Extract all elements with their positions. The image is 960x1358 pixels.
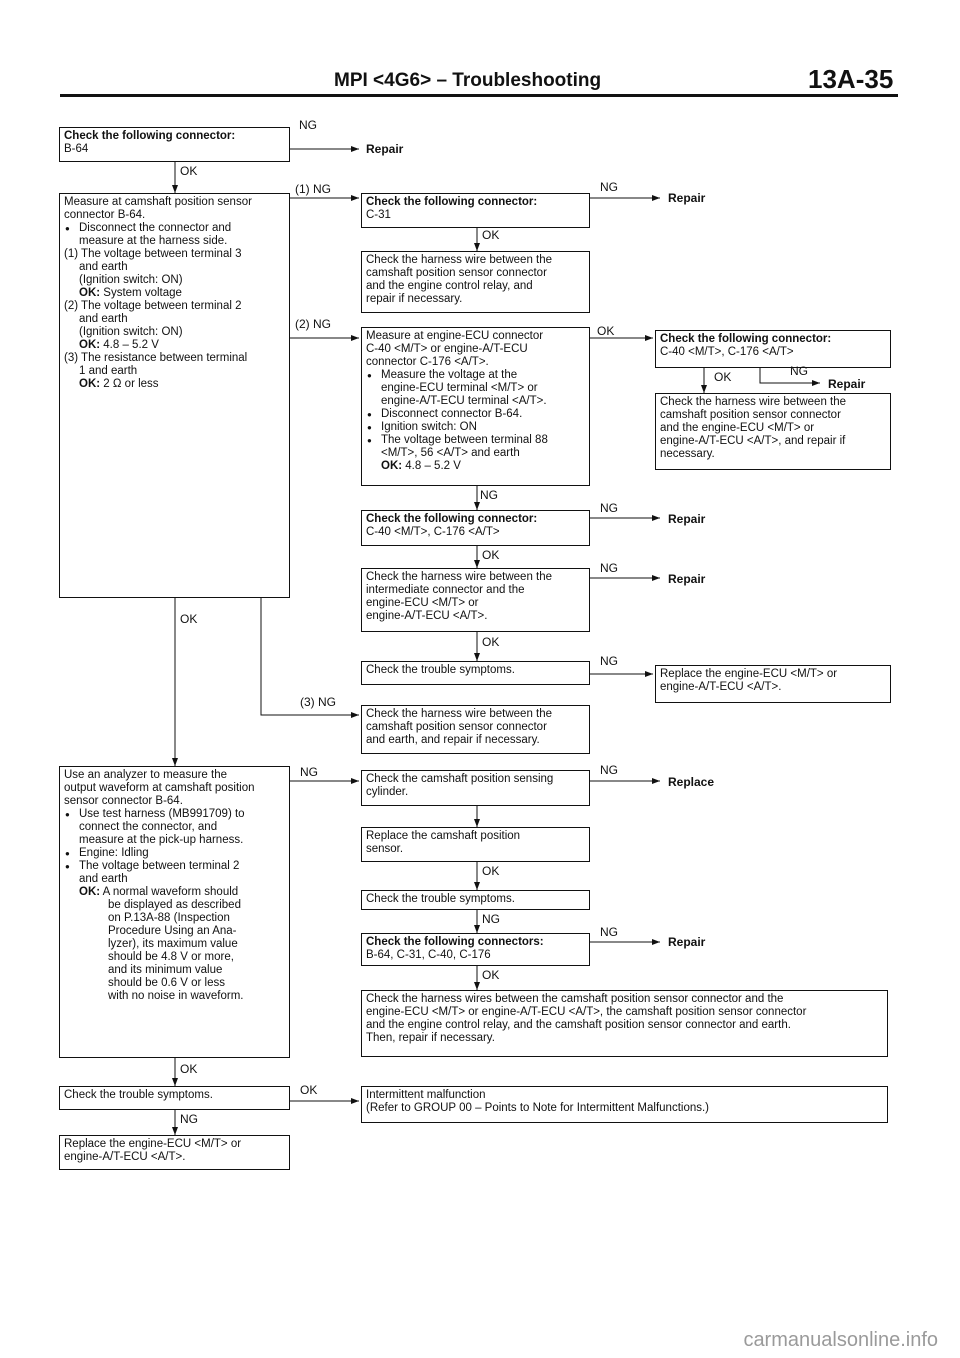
measure-sensor-connector-box — [59, 193, 290, 598]
replace-ecu-right-box — [655, 665, 891, 703]
bullet-text: ● Disconnect connector B-64. — [366, 408, 585, 421]
box-text: (1) The voltage between terminal 3 — [64, 248, 242, 260]
harness-ecu-right-box — [655, 393, 891, 470]
ok-value: 4.8 – 5.2 V — [100, 339, 159, 351]
box-text: Replace the camshaft position — [366, 830, 521, 842]
branch-label-ok: OK — [300, 1083, 318, 1097]
branch-label-ng: NG — [600, 180, 618, 194]
box-text: Then, repair if necessary. — [366, 1032, 495, 1044]
branch-label-ok: OK — [180, 164, 198, 178]
action-repair: Repair — [668, 572, 706, 586]
box-text: engine-A/T-ECU <A/T>. — [64, 1151, 186, 1163]
box-text: and earth — [79, 873, 128, 885]
box-text: should be 4.8 V or more, — [108, 951, 234, 963]
box-text: Procedure Using an Ana- — [108, 925, 237, 937]
check-connector-c40-mid-box — [361, 510, 590, 546]
box-text: Intermittent malfunction — [366, 1089, 486, 1101]
action-repair: Repair — [668, 512, 706, 526]
bullet-text: ● The voltage between terminal 2 — [64, 860, 285, 873]
box-text: Replace the engine-ECU <M/T> or — [660, 668, 838, 680]
check-connector-b64-box — [59, 127, 290, 162]
box-text: B-64 — [64, 143, 89, 155]
box-text: engine-ECU <M/T> or — [366, 597, 479, 609]
box-text: and its minimum value — [108, 964, 223, 976]
box-text: lyzer), its maximum value — [108, 938, 238, 950]
action-repair: Repair — [828, 377, 866, 391]
box-text: necessary. — [660, 448, 715, 460]
box-text: engine-A/T-ECU <A/T>. — [660, 681, 782, 693]
box-text: Check the trouble symptoms. — [64, 1089, 213, 1101]
replace-sensor-box — [361, 827, 590, 862]
box-text: output waveform at camshaft position — [64, 782, 255, 794]
check-connectors-all-box — [361, 933, 590, 966]
box-text: and earth — [79, 261, 128, 273]
branch-label-ng: NG — [180, 1112, 198, 1126]
box-text: and the engine control relay, and the camshaft position sensor connector and earth. — [366, 1019, 791, 1031]
box-text: camshaft position sensor connector — [366, 721, 547, 733]
box-text: camshaft position sensor connector — [366, 267, 547, 279]
box-text: camshaft position sensor connector — [660, 409, 841, 421]
branch-label-ng1: (1) NG — [295, 182, 331, 196]
bullet-text: ● Measure the voltage at the — [366, 369, 585, 382]
ok-criterion — [64, 339, 285, 352]
ok-key: OK: — [79, 339, 101, 351]
branch-label-ok: OK — [482, 635, 500, 649]
branch-label-ok: OK — [482, 228, 500, 242]
page-number: 13A-35 — [808, 64, 894, 94]
ok-value: A normal waveform should — [100, 886, 239, 898]
ok-value: 4.8 – 5.2 V — [402, 460, 461, 472]
box-text: measure at the harness side. — [79, 235, 228, 247]
box-text: repair if necessary. — [366, 293, 463, 305]
box-text: connector C-176 <A/T>. — [366, 356, 489, 368]
box-text: Check the harness wires between the camshaft position sensor connector and the — [366, 993, 784, 1005]
branch-label-ok: OK — [482, 548, 500, 562]
replace-ecu-left-box — [59, 1135, 290, 1170]
box-text: on P.13A-88 (Inspection — [108, 912, 230, 924]
watermark: carmanualsonline.info — [743, 1329, 938, 1351]
branch-label-ng: NG — [482, 912, 500, 926]
branch-label-ok: OK — [482, 864, 500, 878]
ok-key: OK: — [381, 460, 403, 472]
measure-ecu-connector-box — [361, 327, 590, 486]
box-text: and earth, and repair if necessary. — [366, 734, 540, 746]
box-text: Check the harness wire between the — [366, 571, 553, 583]
box-text: Check the harness wire between the — [660, 396, 847, 408]
harness-relay-box — [361, 251, 590, 313]
bullet-text: ● The voltage between terminal 88 — [366, 434, 585, 447]
box-text: sensor. — [366, 843, 404, 855]
bullet-text: ● Engine: Idling — [64, 847, 285, 860]
box-text: Measure at engine-ECU connector — [366, 330, 544, 342]
intermittent-malfunction-box — [361, 1086, 888, 1123]
harness-intermediate-box — [361, 568, 590, 632]
branch-label-ng: NG — [600, 501, 618, 515]
branch-label-ok: OK — [180, 1062, 198, 1076]
ok-criterion — [64, 378, 285, 391]
box-text: <M/T>, 56 <A/T> and earth — [381, 447, 520, 459]
box-text: Check the harness wire between the — [366, 254, 553, 266]
ok-criterion — [64, 886, 285, 899]
analyzer-waveform-box — [59, 766, 290, 1058]
box-text: Check the harness wire between the — [366, 708, 553, 720]
ok-criterion — [64, 287, 285, 300]
box-text: Check the following connector: — [660, 333, 832, 345]
box-text: connect the connector, and — [79, 821, 218, 833]
branch-label-ng: NG — [299, 118, 317, 132]
box-text: Check the following connector: — [366, 513, 538, 525]
ok-key: OK: — [79, 287, 101, 299]
branch-label-ng: NG — [600, 925, 618, 939]
box-text: be displayed as described — [108, 899, 241, 911]
action-replace: Replace — [668, 775, 715, 789]
branch-label-ng: NG — [600, 654, 618, 668]
branch-label-ng: NG — [600, 561, 618, 575]
box-text: C-40 <M/T> or engine-A/T-ECU — [366, 343, 528, 355]
check-trouble-symptoms-box — [361, 890, 590, 910]
box-text: (3) The resistance between terminal — [64, 352, 248, 364]
harness-all-box — [361, 990, 888, 1057]
box-text: engine-ECU <M/T> or engine-A/T-ECU <A/T>, the camshaft position sensor connector — [366, 1006, 807, 1018]
box-text: Measure at camshaft position sensor — [64, 196, 252, 208]
action-repair: Repair — [668, 191, 706, 205]
branch-label-ng3: (3) NG — [300, 695, 336, 709]
check-trouble-symptoms-mid-box — [361, 661, 590, 685]
branch-label-ok: OK — [714, 370, 732, 384]
box-text: connector B-64. — [64, 209, 146, 221]
bullet-text: ● Use test harness (MB991709) to — [64, 808, 285, 821]
page-title: MPI <4G6> – Troubleshooting — [334, 70, 602, 91]
harness-earth-box — [361, 705, 590, 754]
ok-value: 2 Ω or less — [100, 378, 159, 390]
branch-label-ng: NG — [480, 488, 498, 502]
check-trouble-symptoms-left-box — [59, 1086, 290, 1110]
branch-label-ok: OK — [597, 324, 615, 338]
branch-label-ng: NG — [300, 765, 318, 779]
box-text: Check the camshaft position sensing — [366, 773, 554, 785]
ok-key: OK: — [79, 886, 101, 898]
check-connector-c31-box — [361, 193, 590, 228]
box-text: Check the following connector: — [366, 196, 538, 208]
box-text: engine-A/T-ECU <A/T>. — [366, 610, 488, 622]
box-text: C-31 — [366, 209, 391, 221]
box-text: engine-A/T-ECU terminal <A/T>. — [381, 395, 547, 407]
box-text: (Ignition switch: ON) — [79, 274, 183, 286]
box-text: B-64, C-31, C-40, C-176 — [366, 949, 491, 961]
action-repair: Repair — [668, 935, 706, 949]
box-text: C-40 <M/T>, C-176 <A/T> — [660, 346, 794, 358]
branch-label-ok: OK — [180, 612, 198, 626]
ok-value: System voltage — [100, 287, 182, 299]
check-connector-c40-right-box — [655, 330, 891, 368]
box-text: (Refer to GROUP 00 – Points to Note for Intermittent Malfunctions.) — [366, 1102, 710, 1114]
ok-criterion — [366, 460, 585, 473]
box-text: Replace the engine-ECU <M/T> or — [64, 1138, 242, 1150]
bullet-text: ● Ignition switch: ON — [366, 421, 585, 434]
box-text: Use an analyzer to measure the — [64, 769, 228, 781]
branch-label-ng: NG — [600, 763, 618, 777]
box-text: (2) The voltage between terminal 2 — [64, 300, 242, 312]
box-text: (Ignition switch: ON) — [79, 326, 183, 338]
box-text: intermediate connector and the — [366, 584, 525, 596]
box-text: should be 0.6 V or less — [108, 977, 225, 989]
box-text: Check the trouble symptoms. — [366, 664, 515, 676]
branch-label-ng2: (2) NG — [295, 317, 331, 331]
box-text: and the engine-ECU <M/T> or — [660, 422, 815, 434]
branch-label-ng: NG — [790, 364, 808, 378]
box-text: Check the trouble symptoms. — [366, 893, 515, 905]
box-text: measure at the pick-up harness. — [79, 834, 244, 846]
action-repair: Repair — [366, 142, 404, 156]
box-text: and the engine control relay, and — [366, 280, 533, 292]
box-text: Check the following connectors: — [366, 936, 544, 948]
box-text: cylinder. — [366, 786, 409, 798]
bullet-text: ● Disconnect the connector and — [64, 222, 285, 235]
box-text: engine-ECU terminal <M/T> or — [381, 382, 538, 394]
box-text: with no noise in waveform. — [108, 990, 244, 1002]
box-text: C-40 <M/T>, C-176 <A/T> — [366, 526, 500, 538]
branch-label-ok: OK — [482, 968, 500, 982]
box-text: 1 and earth — [79, 365, 138, 377]
box-text: Check the following connector: — [64, 130, 236, 142]
check-sensing-cylinder-box — [361, 770, 590, 806]
box-text: and earth — [79, 313, 128, 325]
ok-key: OK: — [79, 378, 101, 390]
box-text: engine-A/T-ECU <A/T>, and repair if — [660, 435, 846, 447]
box-text: sensor connector B-64. — [64, 795, 183, 807]
